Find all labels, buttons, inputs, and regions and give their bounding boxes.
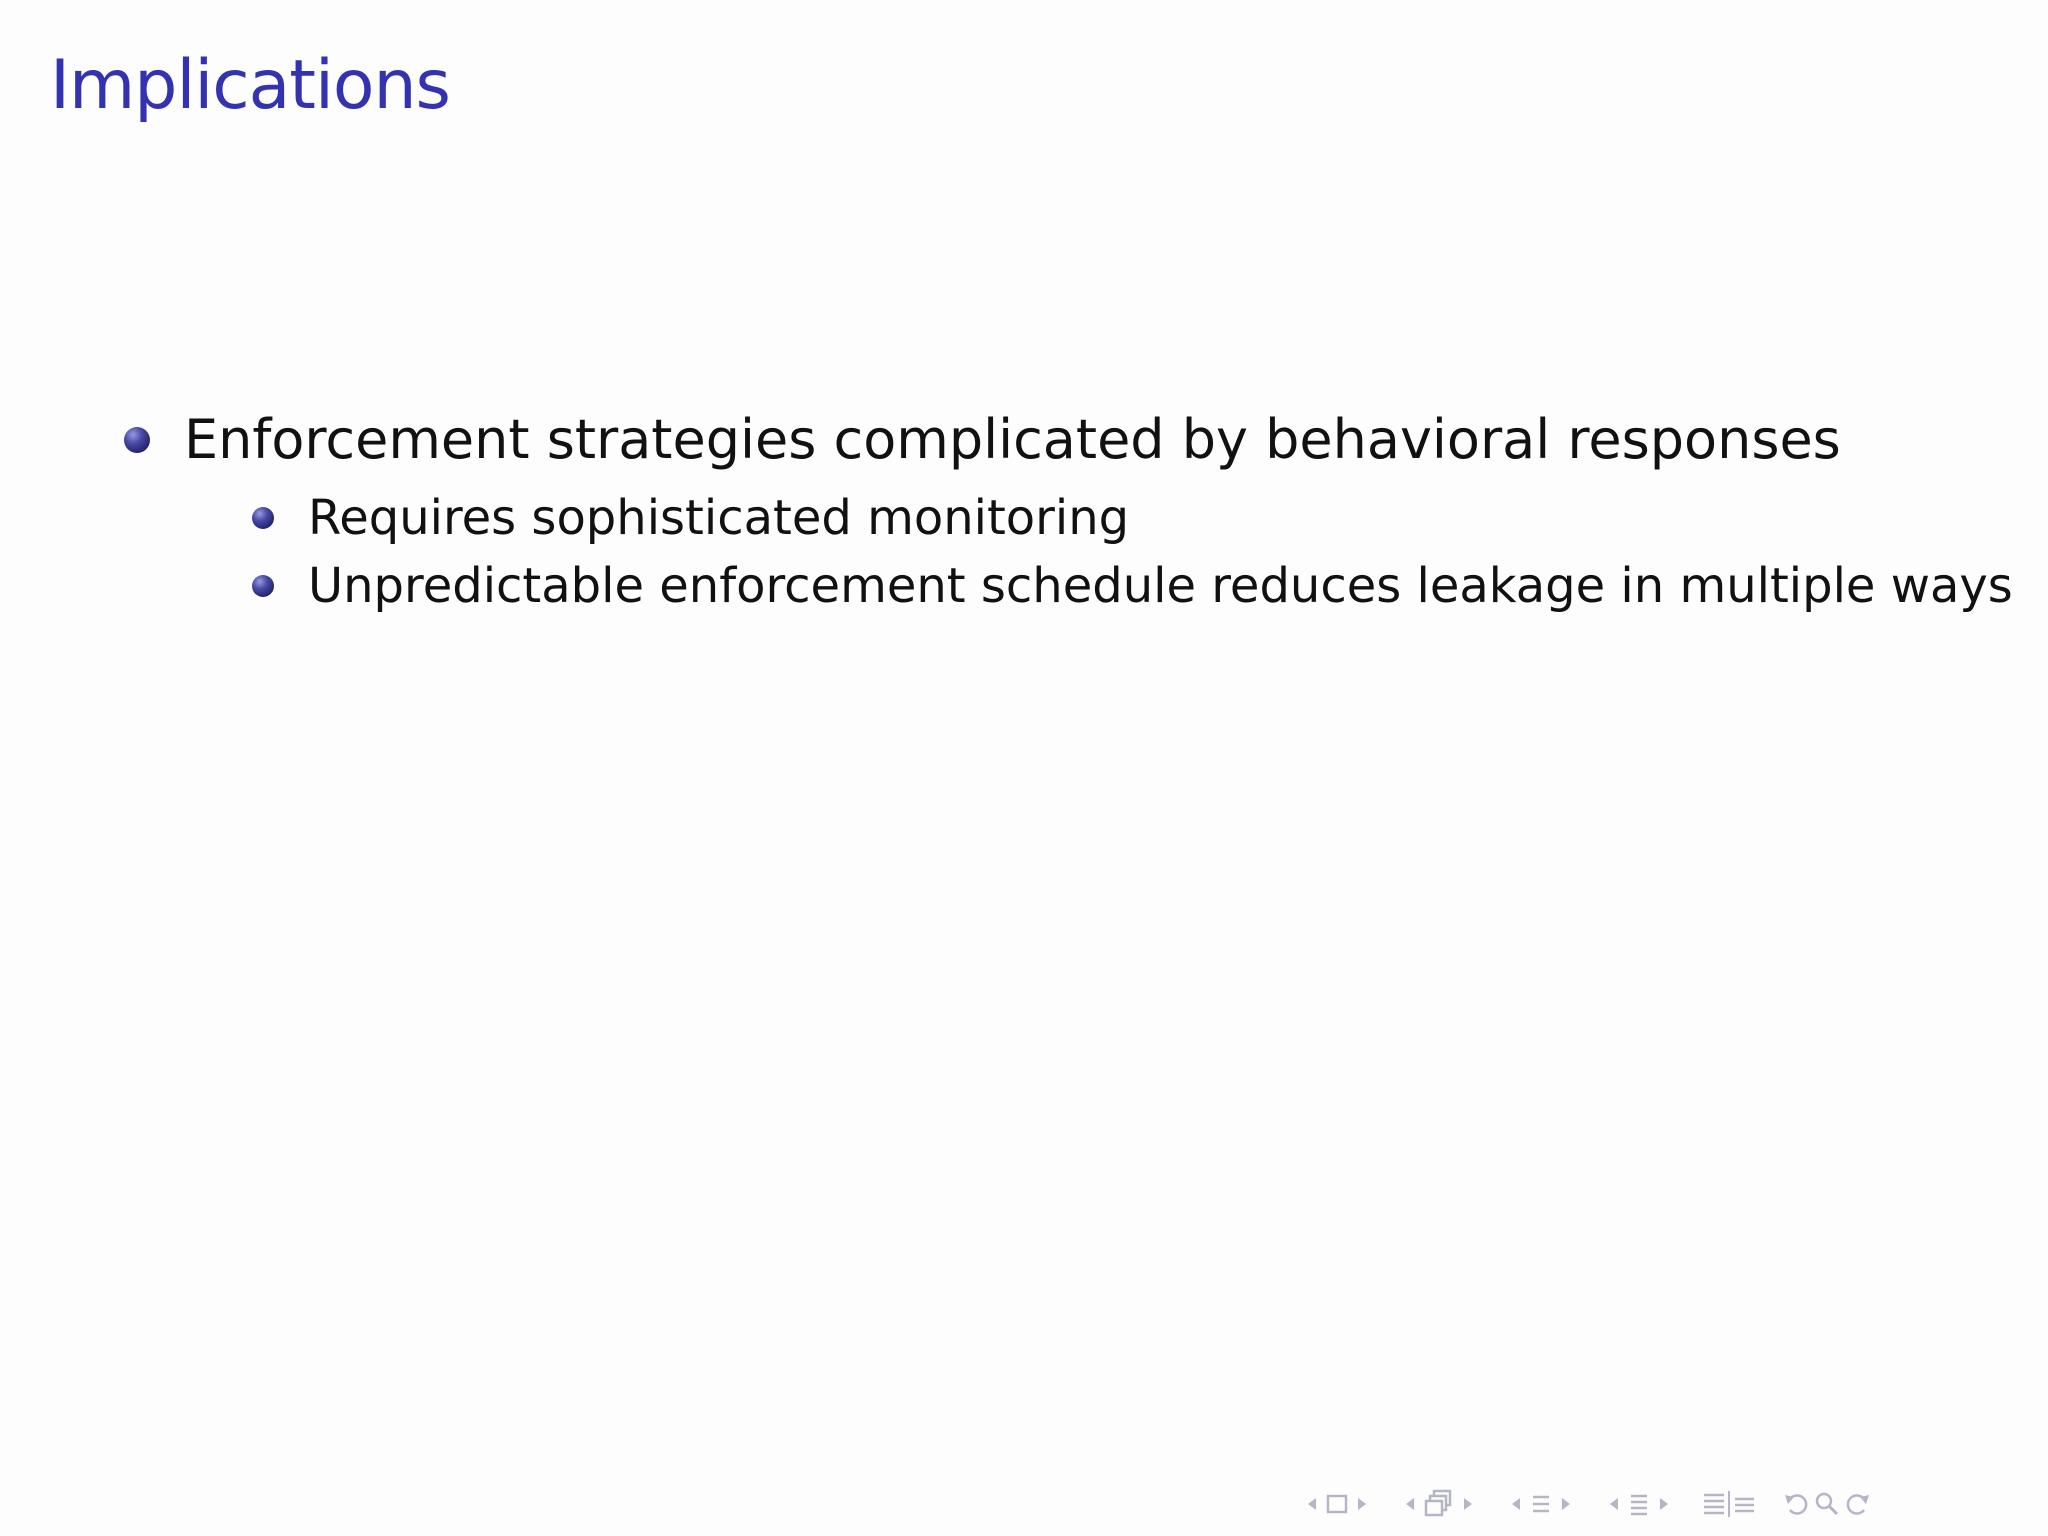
appendix-nav-icon[interactable] xyxy=(1700,1489,1758,1519)
appendix-nav[interactable] xyxy=(1700,1489,1758,1519)
navigation-bar xyxy=(1300,1488,2035,1520)
right-arrow-icon[interactable] xyxy=(1560,1496,1572,1512)
subsection-nav[interactable] xyxy=(1398,1489,1480,1519)
left-arrow-icon[interactable] xyxy=(1608,1496,1620,1512)
bullet-ball-icon xyxy=(252,575,274,597)
left-arrow-icon[interactable] xyxy=(1510,1496,1522,1512)
sub-bullet-text: Requires sophisticated monitoring xyxy=(308,490,1130,546)
document-nav[interactable] xyxy=(1602,1491,1676,1517)
right-arrow-icon[interactable] xyxy=(1658,1496,1670,1512)
document-nav-icon[interactable] xyxy=(1626,1491,1652,1517)
right-arrow-icon[interactable] xyxy=(1462,1496,1474,1512)
search-back-forward[interactable] xyxy=(1782,1489,1872,1519)
search-icon[interactable] xyxy=(1812,1489,1842,1519)
section-nav-icon[interactable] xyxy=(1528,1491,1554,1517)
sub-bullet-text: Unpredictable enforcement schedule reduces leakage in multiple ways xyxy=(308,558,2013,614)
forward-icon[interactable] xyxy=(1842,1489,1872,1519)
back-icon[interactable] xyxy=(1782,1489,1812,1519)
slide-title: Implications xyxy=(50,46,450,125)
sub-bullet-item xyxy=(252,490,1129,546)
left-arrow-icon[interactable] xyxy=(1404,1496,1416,1512)
subsection-nav-icon[interactable] xyxy=(1422,1489,1456,1519)
bullet-ball-icon xyxy=(252,507,274,529)
frame-nav[interactable] xyxy=(1300,1493,1374,1515)
bullet-item xyxy=(124,408,1841,471)
sub-bullet-item xyxy=(252,558,2013,614)
left-arrow-icon[interactable] xyxy=(1306,1496,1318,1512)
frame-nav-icon[interactable] xyxy=(1324,1493,1350,1515)
section-nav[interactable] xyxy=(1504,1491,1578,1517)
bullet-ball-icon xyxy=(124,427,150,453)
bullet-text: Enforcement strategies complicated by behavioral responses xyxy=(184,408,1841,471)
right-arrow-icon[interactable] xyxy=(1356,1496,1368,1512)
